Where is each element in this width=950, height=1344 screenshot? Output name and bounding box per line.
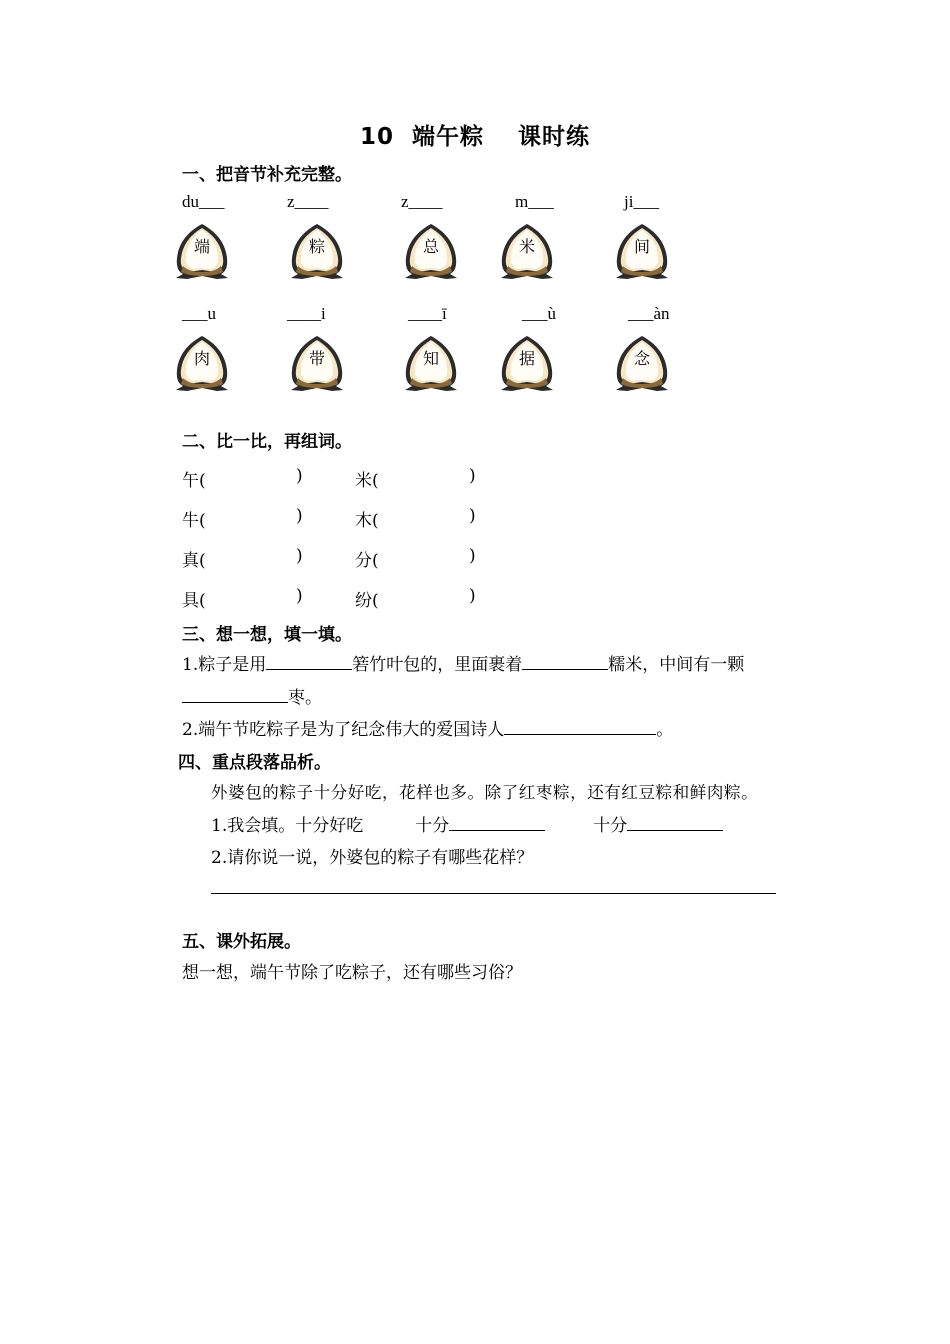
compare-word-a: 具(	[182, 591, 206, 611]
compare-word-b: 米(	[355, 471, 379, 491]
zongzi-icon	[613, 222, 671, 284]
pinyin-blank-row2-4[interactable]: ___ù	[522, 304, 556, 323]
zongzi-icon	[288, 334, 346, 396]
zongzi-character: 据	[518, 349, 535, 368]
compare-word-a-close: )	[296, 506, 303, 526]
s3-question-1: 1.粽子是用 箬竹叶包的，里面裹着 糯米，中间有一颗	[182, 655, 745, 675]
s4-question-2: 2.请你说一说，外婆包的粽子有哪些花样？	[211, 848, 534, 868]
pinyin-blank-row1-1[interactable]: du___	[182, 192, 225, 211]
compare-word-b: 纷(	[355, 591, 379, 611]
section-2-heading: 二、比一比，再组词。	[182, 432, 352, 452]
pinyin-blank-row1-2[interactable]: z____	[287, 192, 329, 211]
compare-word-a: 真(	[182, 551, 206, 571]
s4-passage: 外婆包的粽子十分好吃，花样也多。除了红枣粽，还有红豆粽和鲜肉粽。	[211, 783, 759, 802]
section-1-heading: 一、把音节补充完整。	[182, 165, 352, 185]
fill-blank[interactable]	[182, 688, 288, 703]
answer-line[interactable]	[211, 893, 776, 894]
zongzi-icon	[613, 334, 671, 396]
pinyin-blank-row2-1[interactable]: ___u	[182, 304, 216, 323]
zongzi-character: 端	[193, 237, 210, 256]
lesson-label: 课时练	[518, 124, 590, 150]
zongzi-icon	[173, 222, 231, 284]
fill-blank[interactable]	[504, 720, 656, 735]
compare-input[interactable]	[212, 466, 292, 488]
page-title	[0, 118, 950, 151]
compare-input[interactable]	[212, 546, 292, 568]
fill-blank[interactable]	[627, 816, 723, 831]
s5-question: 想一想，端午节除了吃粽子，还有哪些习俗？	[182, 963, 522, 983]
zongzi-character: 间	[633, 237, 650, 256]
zongzi-character: 带	[308, 349, 325, 368]
compare-input[interactable]	[385, 546, 465, 568]
pinyin-blank-row1-3[interactable]: z____	[401, 192, 443, 211]
compare-input[interactable]	[212, 506, 292, 528]
zongzi-character: 肉	[193, 349, 210, 368]
compare-word-b: 木(	[355, 511, 379, 531]
pinyin-blank-row1-5[interactable]: ji___	[624, 192, 659, 211]
pinyin-blank-row2-2[interactable]: ____i	[287, 304, 326, 323]
compare-word-b: 分(	[355, 551, 379, 571]
lesson-number: 10	[359, 124, 394, 150]
section-3-heading: 三、想一想，填一填。	[182, 625, 352, 645]
compare-word-a-close: )	[296, 546, 303, 566]
compare-word-a: 午(	[182, 471, 206, 491]
zongzi-character: 米	[518, 237, 535, 256]
compare-word-a: 牛(	[182, 511, 206, 531]
fill-blank[interactable]	[449, 816, 545, 831]
compare-word-b-close: )	[469, 466, 476, 486]
fill-blank[interactable]	[266, 655, 352, 670]
zongzi-character: 知	[422, 349, 439, 368]
zongzi-icon	[173, 334, 231, 396]
compare-input[interactable]	[385, 466, 465, 488]
fill-blank[interactable]	[522, 655, 608, 670]
zongzi-character: 总	[422, 237, 439, 256]
compare-word-b-close: )	[469, 546, 476, 566]
zongzi-icon	[402, 334, 460, 396]
section-4-heading: 四、重点段落品析。	[178, 753, 331, 773]
compare-word-b-close: )	[469, 506, 476, 526]
zongzi-character: 粽	[308, 237, 325, 256]
compare-word-a-close: )	[296, 586, 303, 606]
zongzi-icon	[402, 222, 460, 284]
lesson-name: 端午粽	[412, 124, 484, 150]
zongzi-icon	[498, 334, 556, 396]
s4-question-1: 1.我会填。十分好吃 十分 十分	[211, 811, 723, 836]
zongzi-icon	[288, 222, 346, 284]
section-5-heading: 五、课外拓展。	[182, 932, 301, 952]
zongzi-character: 念	[633, 349, 650, 368]
pinyin-blank-row2-3[interactable]: ____ī	[408, 304, 447, 323]
compare-input[interactable]	[385, 506, 465, 528]
compare-word-b-close: )	[469, 586, 476, 606]
s3-question-1-cont: 枣。	[182, 683, 322, 708]
pinyin-blank-row1-4[interactable]: m___	[515, 192, 554, 211]
compare-input[interactable]	[212, 586, 292, 608]
compare-input[interactable]	[385, 586, 465, 608]
s3-question-2: 2.端午节吃粽子是为了纪念伟大的爱国诗人 。	[182, 720, 674, 740]
zongzi-icon	[498, 222, 556, 284]
pinyin-blank-row2-5[interactable]: ___àn	[628, 304, 670, 323]
compare-word-a-close: )	[296, 466, 303, 486]
